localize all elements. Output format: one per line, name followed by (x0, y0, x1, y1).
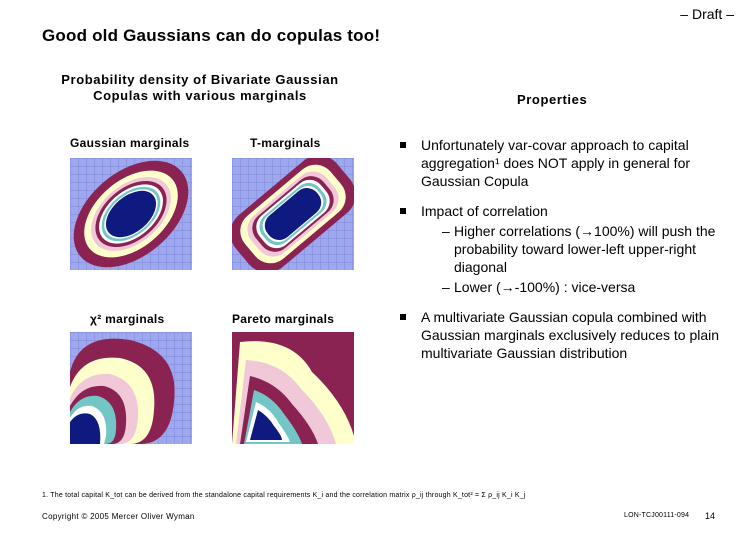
page-number: 14 (705, 511, 716, 521)
bullet-text: Unfortunately var-covar approach to capital aggregation¹ does NOT apply in general for Gaussian Copula (421, 137, 691, 189)
t-marginals-plot (232, 158, 354, 270)
bullet-square-icon (400, 142, 406, 148)
bullet-correlation (400, 202, 720, 296)
bullet-var-covar (400, 136, 720, 190)
dash-icon: – (442, 223, 450, 239)
sub-bullet-higher (421, 222, 720, 276)
draft-label: – Draft – (680, 6, 734, 22)
sub-bullet-text: Lower (→-100%) : vice-versa (454, 279, 636, 295)
sub-bullet-text: Higher correlations (→100%) will push the probability toward lower-left upper-right diagonal (454, 223, 716, 275)
slide-title: Good old Gaussians can do copulas too! (42, 26, 381, 45)
bullet-multivariate (400, 308, 720, 362)
dash-icon: – (442, 279, 450, 295)
bullet-text: Impact of correlation (421, 203, 548, 219)
panel-label-t: T-marginals (250, 136, 321, 150)
pareto-marginals-plot (232, 332, 354, 444)
properties-heading: Properties (517, 92, 588, 107)
left-heading (40, 72, 360, 104)
panel-label-chi2: χ² marginals (90, 312, 165, 326)
panel-label-pareto: Pareto marginals (232, 312, 335, 326)
left-heading-line2: Copulas with various marginals (93, 88, 307, 103)
bullet-square-icon (400, 208, 406, 214)
copyright: Copyright © 2005 Mercer Oliver Wyman (42, 512, 195, 521)
left-heading-line1: Probability density of Bivariate Gaussian (61, 72, 339, 87)
bullet-text: A multivariate Gaussian copula combined with Gaussian marginals exclusively reduces to plain multivariate Gaussian distribution (421, 309, 720, 361)
footnote: 1. The total capital K_tot can be derived from the standalone capital requirements K_i and the correlation matrix ρ_ij through K_tot² = Σ ρ_ij K_i K_j (42, 492, 526, 499)
sub-bullet-lower (421, 278, 720, 296)
chi2-marginals-plot (70, 332, 192, 444)
gaussian-marginals-plot (70, 158, 192, 270)
panel-label-gaussian: Gaussian marginals (70, 136, 190, 150)
bullet-square-icon (400, 314, 406, 320)
document-id: LON-TCJ00111-094 (624, 512, 690, 519)
properties-list (400, 136, 720, 374)
